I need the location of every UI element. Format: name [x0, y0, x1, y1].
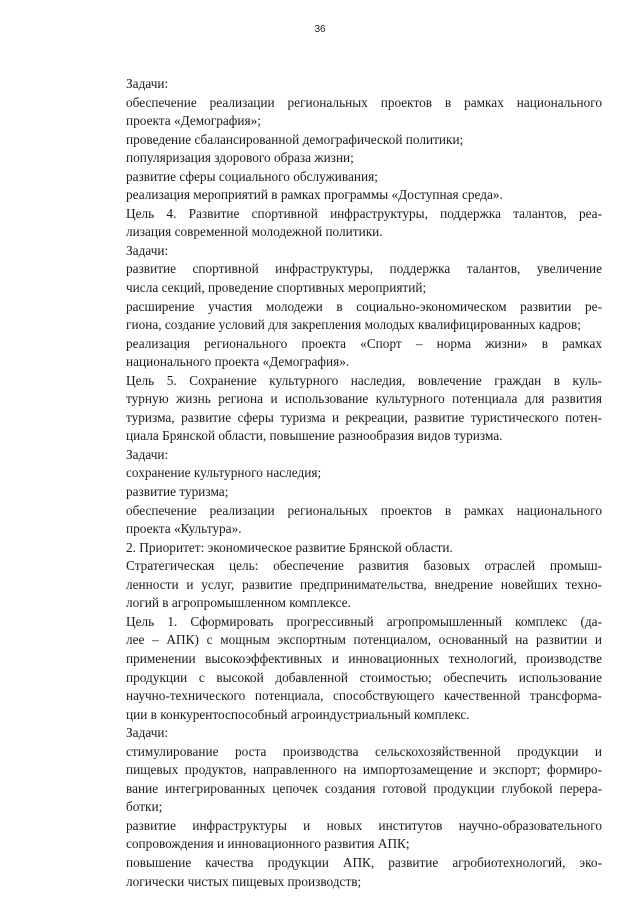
- text-line: продукции с высокой добавленной стоимостью; обеспечить использование: [126, 669, 602, 685]
- text-line: национального проекта «Демография».: [126, 354, 350, 370]
- text-line: Цель 1. Сформировать прогрессивный агропромышленный комплекс (да-: [126, 613, 602, 629]
- paragraph: [88, 260, 602, 297]
- text-line: применении высокоэффективных и инновационных технологий, производстве: [126, 650, 602, 666]
- text-line: проекта «Культура».: [126, 521, 242, 537]
- paragraph: [88, 205, 602, 242]
- text-line: обеспечение реализации региональных проектов в рамках национального: [126, 94, 602, 110]
- paragraph: развитие сферы социального обслуживания;: [126, 168, 378, 184]
- paragraph: [88, 557, 602, 613]
- paragraph: развитие туризма;: [126, 484, 229, 500]
- text-line: расширение участия молодежи в социально-экономическом развитии ре-: [126, 298, 602, 314]
- text-line: развитие спортивной инфраструктуры, поддержка талантов, увеличение: [126, 261, 602, 277]
- paragraph: [88, 817, 602, 854]
- text-line: пищевых продуктов, направленного на импортозамещение и экспорт; формиро-: [126, 762, 602, 778]
- paragraph: [88, 613, 602, 724]
- text-line: логий в агропромышленном комплексе.: [126, 595, 351, 611]
- text-line: обеспечение реализации региональных проектов в рамках национального: [126, 502, 602, 518]
- paragraph: Задачи:: [126, 725, 169, 741]
- text-line: логически чистых пищевых производств;: [126, 873, 362, 889]
- text-line: турную жизнь региона и использование культурного потенциала для развития: [126, 391, 602, 407]
- text-line: циала Брянской области, повышение разнообразия видов туризма.: [126, 428, 503, 444]
- paragraph: [88, 854, 602, 891]
- paragraph: Задачи:: [126, 242, 169, 258]
- text-line: числа секций, проведение спортивных мероприятий;: [126, 280, 427, 296]
- text-line: ции в конкурентоспособный агроиндустриальный комплекс.: [126, 706, 470, 722]
- text-line: Цель 5. Сохранение культурного наследия, вовлечение граждан в куль-: [126, 372, 602, 388]
- text-line: гиона, создание условий для закрепления молодых квалифицированных кадров;: [126, 317, 581, 333]
- text-line: научно-технического потенциала, способствующего качественной трансформа-: [126, 688, 602, 704]
- text-line: сопровождения и инновационного развития АПК;: [126, 836, 410, 852]
- text-line: реализация регионального проекта «Спорт – норма жизни» в рамках: [126, 335, 602, 351]
- text-line: вание интегрированных цепочек создания готовой продукции глубокой перера-: [126, 780, 602, 796]
- paragraph: сохранение культурного наследия;: [126, 465, 322, 481]
- paragraph: Задачи:: [126, 446, 169, 462]
- document-body: [88, 75, 602, 891]
- paragraph: реализация мероприятий в рамках программы «Доступная среда».: [126, 187, 503, 203]
- text-line: лизация современной молодежной политики.: [126, 224, 383, 240]
- text-line: развитие инфраструктуры и новых институтов научно-образовательного: [126, 817, 602, 833]
- paragraph: [88, 298, 602, 335]
- paragraph: популяризация здорового образа жизни;: [126, 150, 354, 166]
- text-line: ботки;: [126, 799, 163, 815]
- text-line: проекта «Демография»;: [126, 113, 262, 129]
- paragraph: [88, 502, 602, 539]
- text-line: ленности и услуг, развитие предпринимательства, внедрение новейших техно-: [126, 576, 602, 592]
- text-line: туризма, развитие сферы туризма и рекреации, развитие туристического потен-: [126, 409, 602, 425]
- paragraph: 2. Приоритет: экономическое развитие Брянской области.: [126, 539, 453, 555]
- paragraph: [88, 94, 602, 131]
- paragraph: [88, 335, 602, 372]
- paragraph: проведение сбалансированной демографической политики;: [126, 131, 464, 147]
- text-line: Цель 4. Развитие спортивной инфраструктуры, поддержка талантов, реа-: [126, 205, 602, 221]
- text-line: стимулирование роста производства сельскохозяйственной продукции и: [126, 743, 602, 759]
- text-line: повышение качества продукции АПК, развитие агробиотехнологий, эко-: [126, 854, 602, 870]
- page-number: 36: [314, 24, 326, 35]
- paragraph: Задачи:: [126, 76, 169, 91]
- text-line: лее – АПК) с мощным экспортным потенциалом, основанный на развитии и: [126, 632, 602, 648]
- text-line: Стратегическая цель: обеспечение развития базовых отраслей промыш-: [126, 558, 602, 574]
- paragraph: [88, 372, 602, 446]
- paragraph: [88, 743, 602, 817]
